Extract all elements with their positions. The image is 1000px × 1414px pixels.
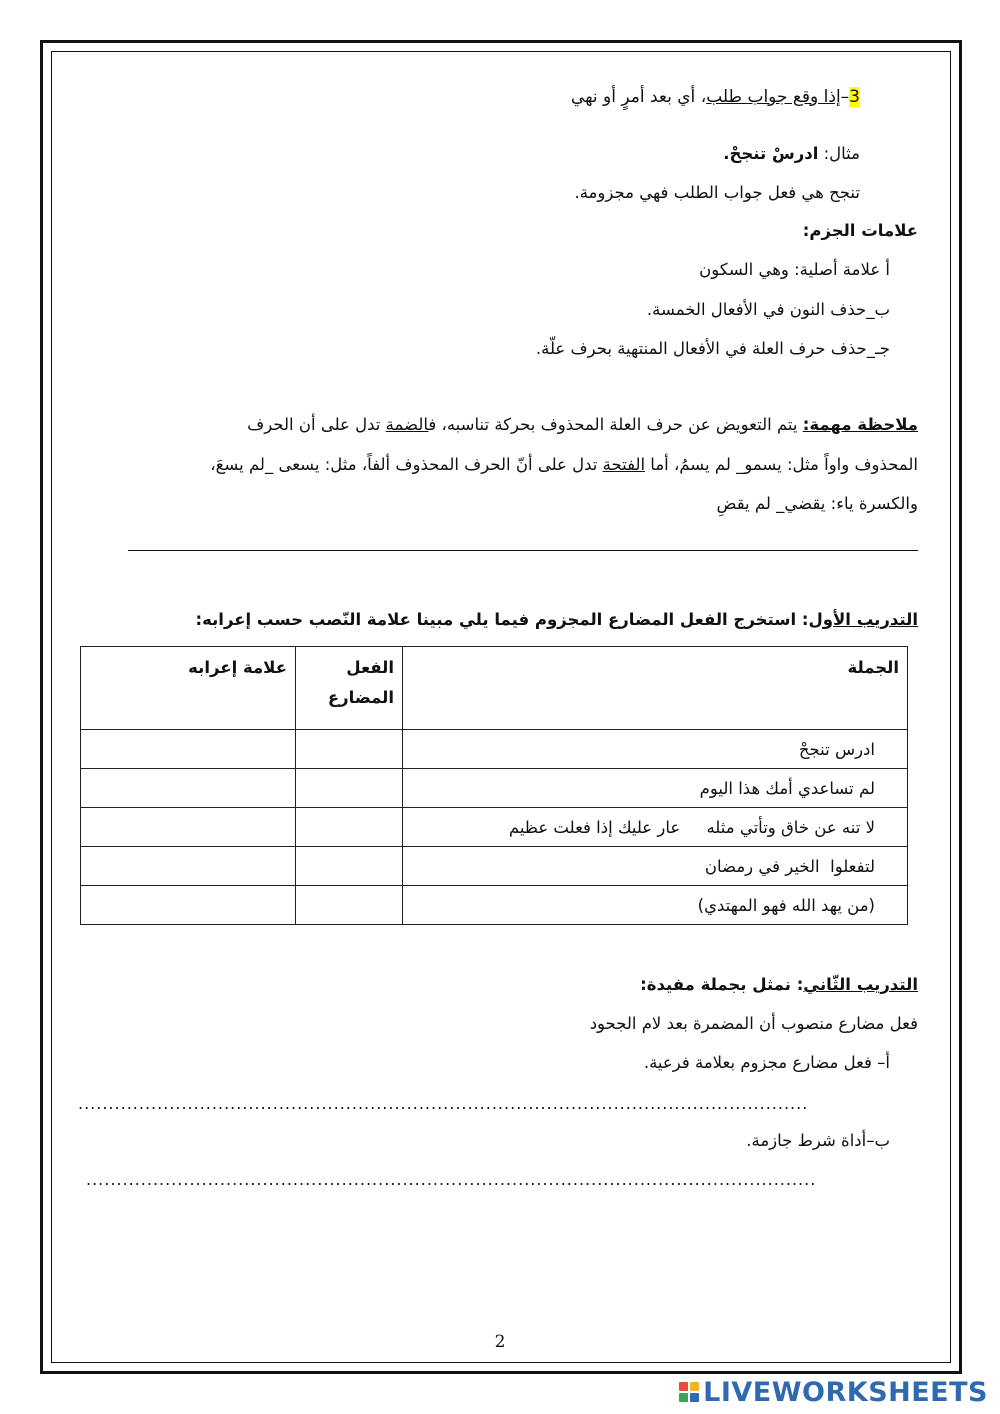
case-title: إذا وقع جواب طلب [706,87,841,107]
section-divider [128,550,918,551]
marks-item-b: ب_حذف النون في الأفعال الخمسة. [646,300,890,319]
sentence-cell [403,730,908,769]
verb-answer-cell[interactable] [296,769,403,808]
example-value: ادرسْ تنجحْ. [723,144,819,163]
liveworksheets-logo-icon [679,1382,699,1402]
verb-answer-cell[interactable] [296,847,403,886]
header-verb-line2: المضارع [327,688,394,707]
marks-item-c: جـ_حذف حرف العلة في الأفعال المنتهية بحرف علّة. [535,339,890,358]
table-row [81,769,908,808]
table-row [81,886,908,925]
example-line [723,143,860,165]
case-number: 3 [849,87,860,107]
sentence-cell [403,769,908,808]
liveworksheets-brand [679,1376,988,1408]
sign-answer-cell[interactable] [81,769,296,808]
exercise2-line1: فعل مضارع منصوب أن المضمرة بعد لام الجحود [589,1014,918,1033]
example-label: مثال: [818,144,860,163]
sign-answer-cell[interactable] [81,730,296,769]
exercise2-text: : نمثل بجملة مفيدة: [640,975,804,994]
exercise1-text: : استخرج الفعل المضارع المجزوم فيما يلي مبينا علامة النّصب حسب إعرابه: [195,610,809,629]
note-text-2a: المحذوف واواً مثل: يسمو_ لم يسمُ، أما [645,455,918,474]
note-damma: الضمة [385,415,429,434]
sentence-cell [403,886,908,925]
brand-name: LIVEWORKSHEETS [703,1376,988,1408]
header-verb [296,647,403,730]
example-note: تنجح هي فعل جواب الطلب فهي مجزومة. [574,183,860,202]
note-line-2 [210,454,918,476]
answer-line-a[interactable]: ........................................................................................................................ [78,1094,809,1113]
exercise1-heading [196,609,919,631]
marks-title: علامات الجزم: [802,221,918,240]
sentence-text: لا تنه عن خاق وتأتي مثله عار عليك إذا فعلت عظيم [508,817,875,837]
sentence-text: (من يهد الله فهو المهتدي) [697,895,875,915]
header-verb-line1: الفعل [346,658,394,677]
verb-answer-cell[interactable] [296,808,403,847]
sentence-cell [403,847,908,886]
note-label: ملاحظة مهمة: [802,415,918,434]
table-header-row [81,647,908,730]
case-3-line [571,86,860,108]
exercise1-label: التدريب الأول [808,610,918,629]
table-row [81,847,908,886]
note-line-1 [247,414,918,436]
page-number: 2 [494,1332,506,1352]
note-text-1b: تدل على أن الحرف [247,415,386,434]
table-row [81,808,908,847]
exercise2-item-a: أ– فعل مضارع مجزوم بعلامة فرعية. [643,1053,890,1072]
header-sentence: الجملة [403,647,908,730]
note-text-2b: تدل على أنّ الحرف المحذوف ألفاً، مثل: يسعى _لم يسعَ، [210,455,603,474]
sentence-text: ادرس تنجحْ [798,739,875,759]
header-sign: علامة إعرابه [81,647,296,730]
sign-answer-cell[interactable] [81,808,296,847]
sentence-text: لتفعلوا الخير في رمضان [704,856,875,876]
marks-item-a: أ علامة أصلية: وهي السكون [699,260,890,279]
note-text-1a: يتم التعويض عن حرف العلة المحذوف بحركة تناسبه، ف [428,415,803,434]
case-rest: ، أي بعد أمرٍ أو نهي [570,87,707,107]
exercise1-table [80,646,908,925]
exercise2-label: التدريب الثّاني [803,975,918,994]
sentence-cell [403,808,908,847]
exercise2-item-b: ب–أداة شرط جازمة. [746,1131,890,1150]
exercise2-heading [640,974,918,996]
verb-answer-cell[interactable] [296,886,403,925]
verb-answer-cell[interactable] [296,730,403,769]
note-fatha: الفتحة [602,455,646,474]
sentence-text: لم تساعدي أمك هذا اليوم [699,778,875,798]
note-line-3: والكسرة ياء: يقضي_ لم يقضِ [716,494,918,513]
answer-line-b[interactable]: ........................................................................................................................ [86,1170,817,1189]
sign-answer-cell[interactable] [81,886,296,925]
table-row [81,730,908,769]
sign-answer-cell[interactable] [81,847,296,886]
case-dash: – [840,87,850,107]
